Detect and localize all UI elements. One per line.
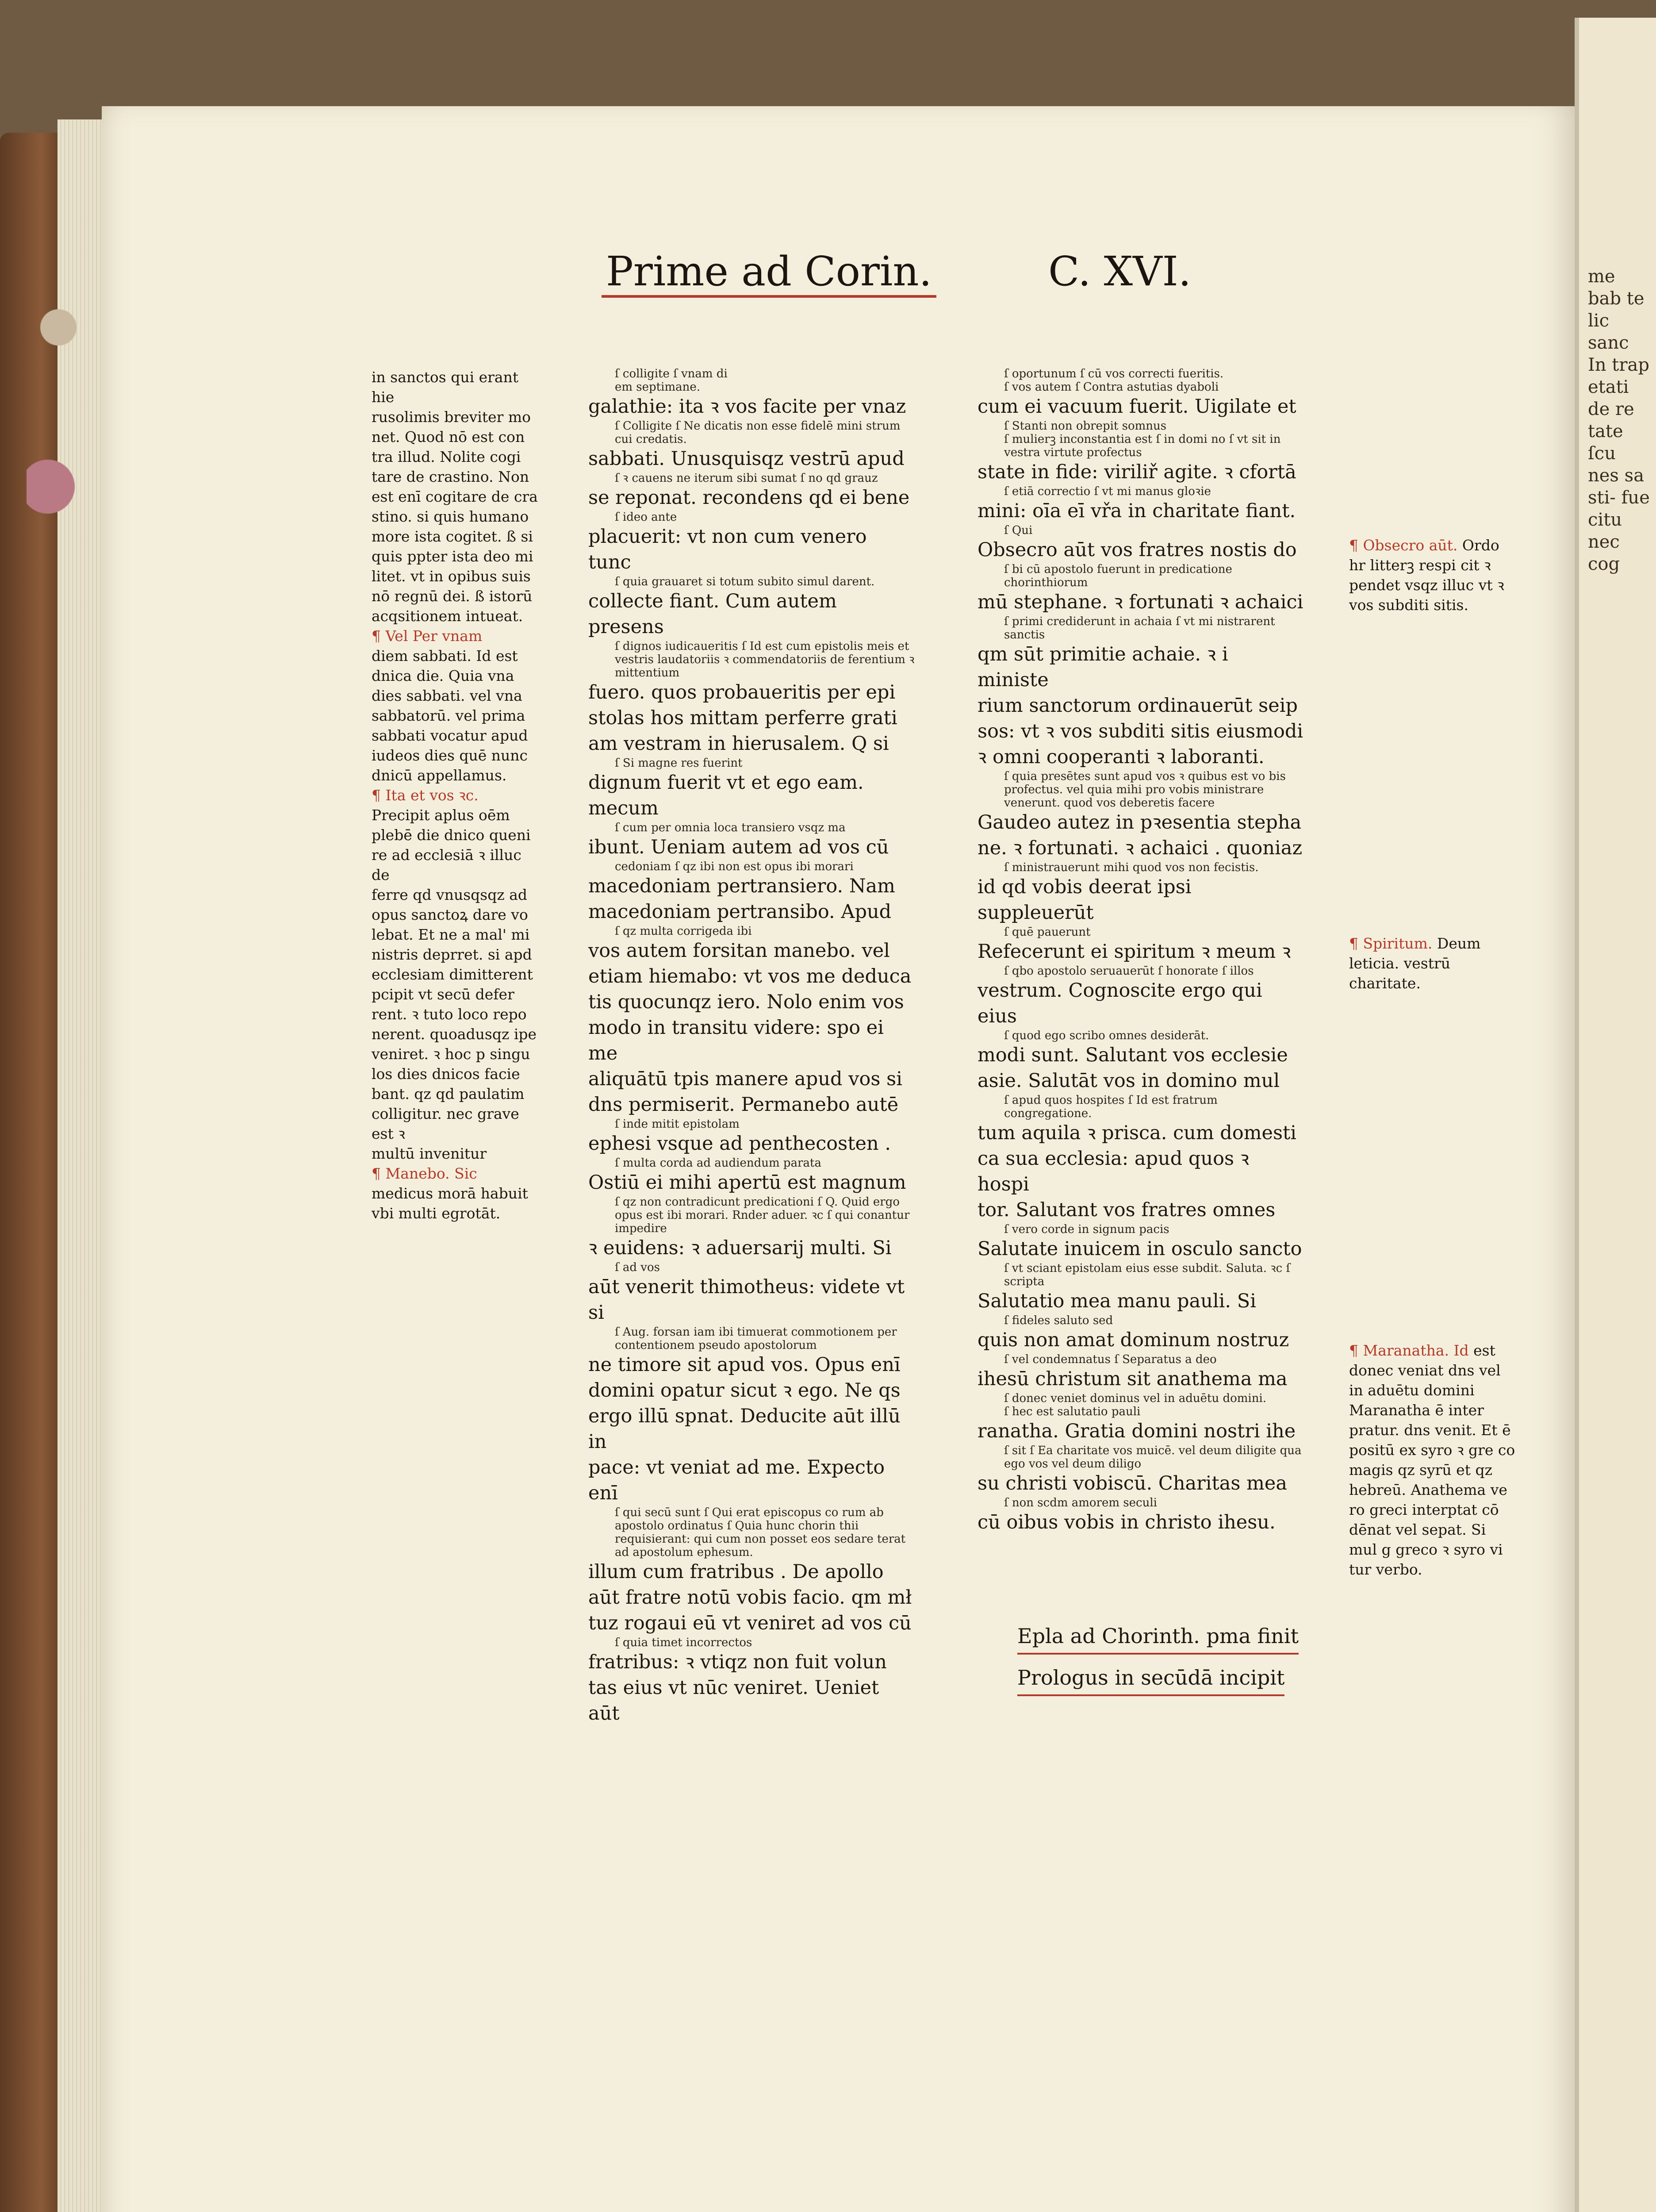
gloss-line: iudeos dies quē nunc: [372, 747, 528, 764]
gloss-line: colligitur. nec grave est ꝛ: [372, 1105, 519, 1142]
gloss-line: rent. ꝛ tuto loco repo: [372, 1006, 527, 1023]
text-line: ephesi vsque ad penthecosten .: [588, 1133, 891, 1155]
interlinear-gloss: ſ qz non contradicunt predicationi ſ Q. Quid ergo opus est ibi morari. Rnder aduer. ꝛc ſ qui conantur impedire: [615, 1195, 910, 1235]
text-line: macedoniam pertransibo. Apud: [588, 901, 892, 923]
gloss-line: tra illud. Nolite cogi: [372, 448, 521, 465]
gloss-line: est enī cogitare de cra: [372, 488, 538, 505]
gloss-line: acqsitionem intueat.: [372, 607, 523, 625]
text-line: ihesū christum sit anathema ma: [978, 1368, 1288, 1390]
interlinear-gloss: ſ vel condemnatus ſ Separatus a deo: [1004, 1353, 1217, 1366]
text-line: etiam hiemabo: vt vos me deduca: [588, 965, 912, 987]
text-line: Salutatio mea manu pauli. Si: [978, 1290, 1256, 1312]
running-head: [602, 248, 1192, 295]
interlinear-gloss: ſ Stanti non obrepit somnus: [1004, 419, 1167, 433]
text-line: ꝛ euidens: ꝛ aduersarij multi. Si: [588, 1237, 892, 1259]
interlinear-gloss: ſ mulierꝫ inconstantia est ſ in domi no ſ vt sit in vestra virtute profectus: [1004, 433, 1281, 459]
interlinear-gloss: ſ ideo ante: [615, 511, 677, 524]
text-line: mini: oīa eī vřa in charitate fiant.: [978, 500, 1296, 522]
text-line: am vestram in hierusalem. Q si: [588, 733, 889, 755]
gloss-line: rusolimis breviter mo: [372, 408, 531, 426]
gloss-lemma: ¶ Spiritum.: [1349, 935, 1437, 952]
gloss-line: pcipit vt secū defer: [372, 986, 514, 1003]
gloss-line: opus sanctoꝝ dare vo: [372, 906, 528, 923]
text-line: domini opatur sicut ꝛ ego. Ne qs: [588, 1379, 901, 1402]
bookmark-tassel: [27, 221, 80, 575]
gloss-line: sabbatorū. vel prima: [372, 707, 525, 724]
gloss-line: medicus morā habuit: [372, 1185, 528, 1202]
gloss-line: multū invenitur: [372, 1145, 487, 1162]
text-line: id qd vobis deerat ipsi suppleuerūt: [978, 876, 1192, 924]
text-line: collecte fiant. Cum autem presens: [588, 590, 837, 638]
interlinear-gloss: ſ Aug. forsan iam ibi timuerat commotionem per contentionem pseudo apostolorum: [615, 1325, 897, 1352]
text-line: rium sanctorum ordinauerūt seip: [978, 695, 1298, 717]
gloss-text: Deum leticia. vestrū charitate.: [1349, 935, 1481, 992]
interlinear-gloss: ſ quia grauaret si totum subito simul darent.: [615, 575, 875, 588]
text-line: tuz rogaui eū vt veniret ad vos cū: [588, 1612, 912, 1634]
text-line: fuero. quos probaueritis per epi: [588, 681, 896, 703]
interlinear-gloss: ſ ministrauerunt mihi quod vos non fecistis.: [1004, 861, 1259, 874]
interlinear-gloss: ſ sit ſ Ea charitate vos muicē. vel deum diligite qua ego vos vel deum diligo: [1004, 1444, 1302, 1471]
text-line: tas eius vt nūc veniret. Ueniet aūt: [588, 1677, 879, 1724]
gloss-line: stino. si quis humano: [372, 508, 529, 525]
text-line: Salutate inuicem in osculo sancto: [978, 1238, 1302, 1260]
gloss-text: Ordo hr litterꝫ respi cit ꝛ pendet vsqz illuc vt ꝛ vos subditi sitis.: [1349, 537, 1504, 614]
text-line: aūt fratre notū vobis facio. qm mł: [588, 1586, 912, 1609]
gloss-line: plebē die dnico queni: [372, 826, 531, 844]
interlinear-gloss: ſ colligite ſ vnam di: [615, 367, 728, 380]
text-line: qm sūt primitie achaie. ꝛ i ministe: [978, 643, 1228, 691]
gloss-line: veniret. ꝛ hoc p singu: [372, 1045, 530, 1063]
interlinear-gloss: cedoniam ſ qz ibi non est opus ibi morari: [615, 860, 854, 873]
text-line: Gaudeo autez in pꝛesentia stepha: [978, 811, 1302, 833]
interlinear-gloss: ſ quod ego scribo omnes desiderāt.: [1004, 1029, 1209, 1042]
interlinear-gloss: ſ fideles saluto sed: [1004, 1314, 1113, 1327]
marginal-gloss: [1349, 933, 1517, 993]
text-line: vestrum. Cognoscite ergo qui eius: [978, 979, 1262, 1027]
interlinear-gloss: ſ ꝛ cauens ne iterum sibi sumat ſ no qd grauz: [615, 472, 878, 485]
interlinear-gloss: ſ ad vos: [615, 1261, 660, 1274]
text-line: ca sua ecclesia: apud quos ꝛ hospi: [978, 1148, 1250, 1195]
main-text-column-a: [588, 367, 916, 1726]
gloss-line: more ista cogitet. ß si: [372, 528, 533, 545]
interlinear-gloss: ſ Si magne res fuerint: [615, 757, 743, 770]
interlinear-gloss: ſ hec est salutatio pauli: [1004, 1405, 1141, 1418]
interlinear-gloss: ſ qz multa corrigeda ibi: [615, 925, 752, 938]
interlinear-gloss: ſ cum per omnia loca transiero vsqz ma: [615, 821, 846, 834]
gloss-line: quis ppter ista deo mi: [372, 548, 533, 565]
running-head-chapter: C. XVI.: [1048, 248, 1192, 295]
facing-page-text: me bab te lic sanc In trap etati de re tate ſcu nes sa sti- fue citu nec cog: [1588, 266, 1650, 574]
text-line: modi sunt. Salutant vos ecclesie: [978, 1044, 1288, 1066]
main-text-column-b: [978, 367, 1305, 1535]
gloss-line: nistris deprret. si apd: [372, 946, 532, 963]
text-line: ne. ꝛ fortunati. ꝛ achaici . quoniaz: [978, 837, 1303, 859]
gloss-line: ¶ Vel Per vnam: [372, 627, 483, 645]
gloss-line: litet. vt in opibus suis: [372, 568, 531, 585]
gloss-line: ferre qd vnusqsqz ad: [372, 886, 527, 903]
text-line: stolas hos mittam perferre grati: [588, 707, 897, 729]
text-line: Ostiū ei mihi apertū est magnum: [588, 1171, 906, 1194]
gloss-lemma: ¶ Maranatha. Id: [1349, 1342, 1474, 1359]
gloss-line: los dies dnicos facie: [372, 1065, 520, 1083]
gloss-line: net. Quod nō est con: [372, 428, 525, 445]
interlinear-gloss: ſ inde mitit epistolam: [615, 1118, 740, 1131]
text-line: dignum fuerit vt et ego eam. mecum: [588, 772, 864, 819]
gloss-line: nō regnū dei. ß istorū: [372, 588, 533, 605]
text-line: macedoniam pertransiero. Nam: [588, 875, 895, 897]
explicit-line: Epla ad Chorinth. pma finit: [1017, 1619, 1299, 1655]
text-line: ergo illū spnat. Deducite aūt illū in: [588, 1405, 901, 1453]
gloss-line: diem sabbati. Id est: [372, 647, 518, 664]
interlinear-gloss: ſ vos autem ſ Contra astutias dyaboli: [1004, 380, 1219, 394]
gloss-text: est donec veniat dns vel in aduētu domini Maranatha ē inter pratur. dns venit. Et ē positū ex syro ꝛ gre co magis qz syrū et qz hebreū. Anathema ve ro greci interptat cō dēnat vel sepat. Si mul g greco ꝛ syro vi tur verbo.: [1349, 1342, 1515, 1578]
gloss-line: ¶ Manebo. Sic: [372, 1165, 477, 1182]
gloss-line: Precipit aplus oēm: [372, 806, 510, 824]
gloss-line: nerent. quoadusqz ipe: [372, 1025, 537, 1043]
gloss-line: ¶ Ita et vos ꝛc.: [372, 787, 479, 804]
interlinear-gloss: ſ bi cū apostolo fuerunt in predicatione chorinthiorum: [1004, 563, 1232, 589]
gloss-lemma: ¶ Obsecro aūt.: [1349, 537, 1462, 554]
gloss-line: dnica die. Quia vna: [372, 667, 514, 684]
gloss-line: lebat. Et ne a mal' mi: [372, 926, 530, 943]
text-line: illum cum fratribus . De apollo: [588, 1561, 884, 1583]
text-line: Refecerunt ei spiritum ꝛ meum ꝛ: [978, 941, 1291, 963]
text-line: ne timore sit apud vos. Opus enī: [588, 1354, 901, 1376]
gloss-line: bant. qz qd paulatim: [372, 1085, 525, 1102]
interlinear-gloss: ſ vt sciant epistolam eius esse subdit. Saluta. ꝛc ſ scripta: [1004, 1262, 1291, 1288]
gloss-line: dnicū appellamus.: [372, 767, 507, 784]
text-line: state in fide: viriliř agite. ꝛ cfortā: [978, 461, 1296, 483]
incipit-line: Prologus in secūdā incipit: [1017, 1661, 1284, 1696]
interlinear-gloss: ſ qui secū sunt ſ Qui erat episcopus co rum ab apostolo ordinatus ſ Quia hunc chorin thii requisierant: qui cum non posset eos sedare terat ad apostolum ephesum.: [615, 1506, 906, 1559]
text-line: dns permiserit. Permanebo autē: [588, 1094, 899, 1116]
text-line: tor. Salutant vos fratres omnes: [978, 1199, 1276, 1221]
text-line: pace: vt veniat ad me. Expecto enī: [588, 1456, 885, 1504]
interlinear-gloss: ſ quia presētes sunt apud vos ꝛ quibus est vo bis profectus. vel quia mihi pro vobis ministrare venerunt. quod vos deberetis facere: [1004, 770, 1286, 810]
left-gloss-column: [372, 367, 540, 1223]
interlinear-gloss: ſ quia timet incorrectos: [615, 1636, 752, 1649]
text-line: vos autem forsitan manebo. vel: [588, 940, 890, 962]
interlinear-gloss: ſ oportunum ſ cū vos correcti fueritis.: [1004, 367, 1224, 380]
text-line: quis non amat dominum nostruz: [978, 1329, 1289, 1351]
running-head-title: Prime ad Corin.: [602, 248, 936, 298]
text-line: sos: vt ꝛ vos subditi sitis eiusmodi: [978, 720, 1303, 742]
text-line: cum ei vacuum fuerit. Uigilate et: [978, 396, 1296, 418]
text-line: tum aquila ꝛ prisca. cum domesti: [978, 1122, 1297, 1144]
gloss-line: sabbati vocatur apud: [372, 727, 528, 744]
interlinear-gloss: em septimane.: [615, 380, 700, 394]
text-line: aūt venerit thimotheus: videte vt si: [588, 1276, 905, 1324]
text-line: asie. Salutāt vos in domino mul: [978, 1070, 1280, 1092]
gloss-line: ecclesiam dimitterent: [372, 966, 533, 983]
interlinear-gloss: ſ apud quos hospites ſ Id est fratrum congregatione.: [1004, 1094, 1218, 1120]
gloss-line: re ad ecclesiā ꝛ illuc de: [372, 846, 521, 883]
text-line: modo in transitu videre: spo ei me: [588, 1017, 884, 1064]
text-line: galathie: ita ꝛ vos facite per vnaz: [588, 396, 906, 418]
interlinear-gloss: ſ primi crediderunt in achaia ſ vt mi nistrarent sanctis: [1004, 615, 1275, 641]
interlinear-gloss: ſ Colligite ſ Ne dicatis non esse fidelē mini strum cui credatis.: [615, 419, 901, 446]
text-line: Obsecro aūt vos fratres nostis do: [978, 539, 1297, 561]
text-line: aliquātū tpis manere apud vos si: [588, 1068, 902, 1090]
interlinear-gloss: ſ donec veniet dominus vel in aduētu domini.: [1004, 1392, 1267, 1405]
interlinear-gloss: ſ dignos iudicaueritis ſ Id est cum epistolis meis et vestris laudatoriis ꝛ commendatoriis de ferentium ꝛ mittentium: [615, 640, 915, 680]
gloss-line: dies sabbati. vel vna: [372, 687, 522, 704]
text-line: cū oibus vobis in christo ihesu.: [978, 1511, 1276, 1533]
text-line: ranatha. Gratia domini nostri ihe: [978, 1420, 1296, 1442]
text-line: ꝛ omni cooperanti ꝛ laboranti.: [978, 746, 1265, 768]
text-line: su christi vobiscū. Charitas mea: [978, 1472, 1287, 1494]
text-line: fratribus: ꝛ vtiqz non fuit volun: [588, 1651, 887, 1673]
text-line: sabbati. Unusquisqz vestrū apud: [588, 448, 905, 470]
interlinear-gloss: ſ multa corda ad audiendum parata: [615, 1156, 821, 1170]
interlinear-gloss: ſ vero corde in signum pacis: [1004, 1223, 1169, 1236]
interlinear-gloss: ſ Qui: [1004, 524, 1033, 537]
gloss-line: vbi multi egrotāt.: [372, 1205, 501, 1222]
text-line: tis quocunqz iero. Nolo enim vos: [588, 991, 904, 1013]
gloss-line: in sanctos qui erant hie: [372, 369, 519, 406]
text-line: placuerit: vt non cum venero tunc: [588, 526, 867, 573]
marginal-gloss: [1349, 535, 1517, 615]
marginal-gloss: [1349, 1340, 1517, 1579]
gloss-line: tare de crastino. Non: [372, 468, 529, 485]
explicit-block: [1017, 1619, 1327, 1702]
interlinear-gloss: ſ etiā correctio ſ vt mi manus gloꝛie: [1004, 485, 1211, 498]
text-line: ibunt. Ueniam autem ad vos cū: [588, 836, 889, 858]
text-line: se reponat. recondens qd ei bene: [588, 487, 910, 509]
interlinear-gloss: ſ quē pauerunt: [1004, 926, 1091, 939]
text-line: mū stephane. ꝛ fortunati ꝛ achaici: [978, 591, 1303, 613]
interlinear-gloss: ſ qbo apostolo seruauerūt ſ honorate ſ illos: [1004, 964, 1254, 978]
interlinear-gloss: ſ non scdm amorem seculi: [1004, 1496, 1157, 1509]
